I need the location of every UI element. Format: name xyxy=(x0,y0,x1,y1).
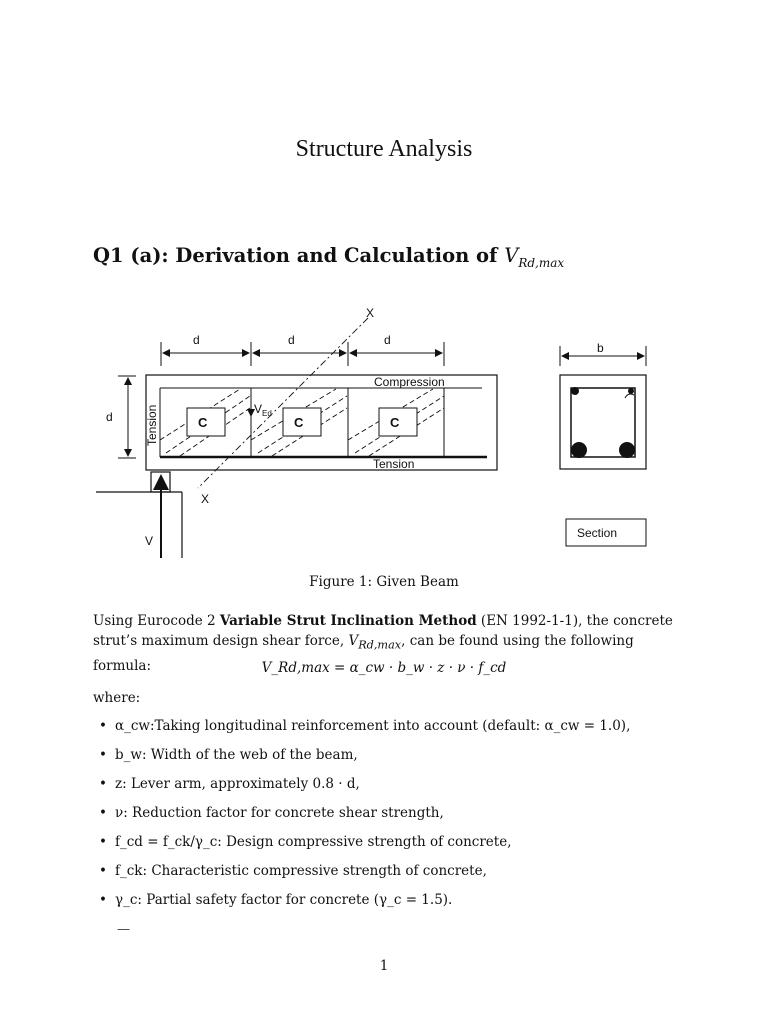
strut-label-2: C xyxy=(294,415,304,430)
list-item: • f_ck: Characteristic compressive strength of concrete, xyxy=(93,857,683,886)
section-box-label: Section xyxy=(577,526,618,540)
compression-label: Compression xyxy=(374,375,445,389)
dim-label-3: d xyxy=(384,333,391,347)
support xyxy=(96,472,182,558)
definition-list xyxy=(93,712,683,915)
body-paragraph: Using Eurocode 2 Variable Strut Inclination Method (EN 1992-1-1), the concrete strut’s maximum design shear force, $V_{Rd,max}$, can be found using the following formula: xyxy=(93,613,673,674)
list-item: • α_cw:Taking longitudinal reinforcement into account (default: α_cw = 1.0), xyxy=(93,712,683,741)
page-number: 1 xyxy=(379,958,389,974)
list-item: • b_w: Width of the web of the beam, xyxy=(93,741,683,770)
dim-label-2: d xyxy=(288,333,295,347)
section-heading xyxy=(93,244,564,270)
section-width-label: b xyxy=(597,341,604,355)
strut-label-3: C xyxy=(390,415,400,430)
section-heading-text: Q1 (a): Derivation and Calculation of xyxy=(93,244,498,267)
beam-figure xyxy=(90,300,660,565)
figure-caption: Figure 1: Given Beam xyxy=(309,574,459,590)
list-item: • ν: Reduction factor for concrete shear strength, xyxy=(93,799,683,828)
separator: — xyxy=(117,922,130,937)
list-item: • γ_c: Partial safety factor for concrete (γ_c = 1.5). xyxy=(93,886,683,915)
main-formula: V_Rd,max = α_cw · b_w · z · ν · f_cd xyxy=(261,660,507,676)
section-line-label-bottom: X xyxy=(201,492,210,506)
tension-bottom-label: Tension xyxy=(373,457,415,471)
strut-label-1: C xyxy=(198,415,208,430)
list-item: • z: Lever arm, approximately 0.8 · d, xyxy=(93,770,683,799)
depth-label: d xyxy=(106,410,113,424)
reaction-label: V xyxy=(145,534,154,548)
list-item: • f_cd = f_ck/γ_c: Design compressive strength of concrete, xyxy=(93,828,683,857)
section-heading-symbol: $V_{Rd,max}$ xyxy=(504,244,565,270)
shear-force-label: $V_{Ed}$ xyxy=(254,402,272,418)
dim-label-1: d xyxy=(193,333,200,347)
dimension-lines xyxy=(161,342,444,366)
section-line-xx xyxy=(198,318,368,488)
where-label: where: xyxy=(93,690,141,706)
section-line-label-top: X xyxy=(366,306,375,320)
method-name: Variable Strut Inclination Method xyxy=(219,613,477,629)
page-title: Structure Analysis xyxy=(295,136,473,162)
tension-side-label: Tension xyxy=(145,404,159,446)
